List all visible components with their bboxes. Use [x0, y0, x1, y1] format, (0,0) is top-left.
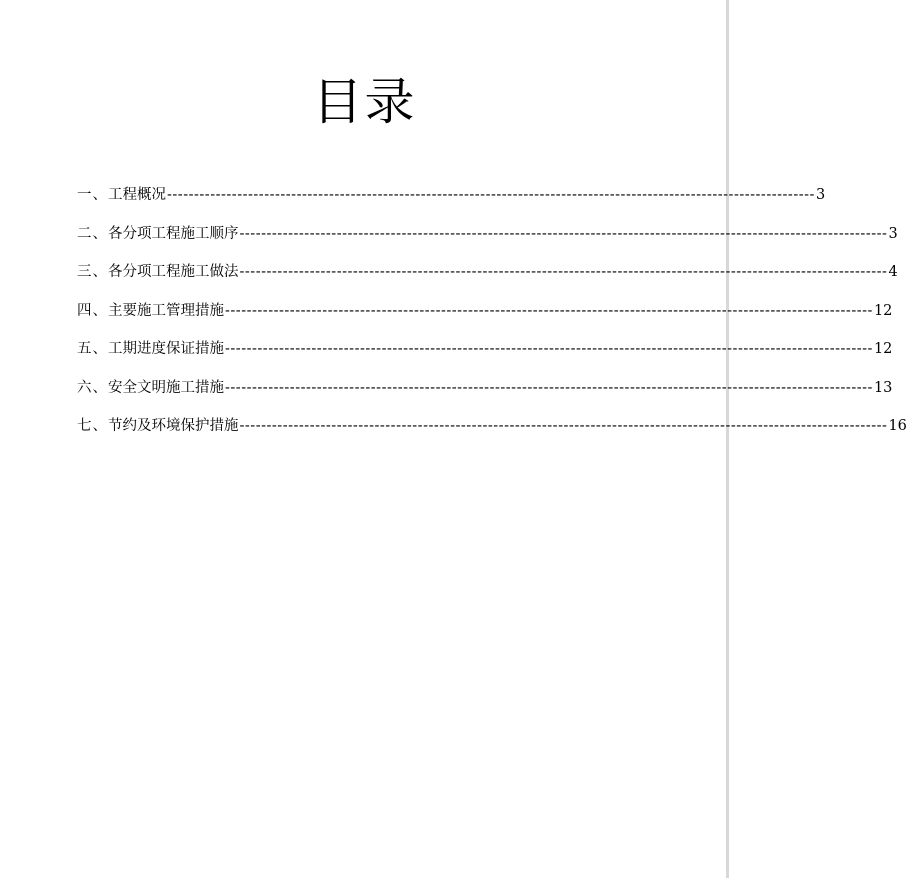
toc-dot-leader: ------------------------------------------------------------------------------------------------------------------------	[225, 379, 873, 396]
toc-entry-number: 五、	[77, 341, 108, 358]
toc-entry-page: 12	[873, 341, 893, 358]
toc-entry-number: 二、	[77, 225, 108, 242]
toc-dot-leader: ------------------------------------------------------------------------------------------------------------------------	[239, 418, 888, 435]
toc-entry[interactable]	[77, 369, 893, 408]
toc-entry-label: 主要施工管理措施	[108, 302, 224, 319]
toc-entry-label: 工期进度保证措施	[108, 341, 224, 358]
toc-entry[interactable]	[77, 292, 893, 331]
toc-entry-label: 工程概况	[108, 187, 166, 204]
toc-entry[interactable]	[77, 407, 907, 446]
toc-entry-number: 一、	[77, 187, 108, 204]
toc-entry-number: 四、	[77, 302, 108, 319]
toc-entry-page: 12	[873, 302, 893, 319]
toc-dot-leader: ------------------------------------------------------------------------------------------------------------------------	[239, 225, 888, 242]
toc-dot-leader: ------------------------------------------------------------------------------------------------------------------------	[225, 341, 873, 358]
toc-entry-label: 安全文明施工措施	[108, 379, 224, 396]
toc-entry[interactable]	[77, 215, 898, 254]
toc-entry-page: 3	[815, 187, 826, 204]
toc-dot-leader: ------------------------------------------------------------------------------------------------------------------------	[225, 302, 873, 319]
toc-entry-page: 16	[888, 418, 907, 435]
toc-entry-page: 13	[873, 379, 893, 396]
toc-dot-leader: ------------------------------------------------------------------------------------------------------------------------	[167, 187, 815, 204]
table-of-contents	[77, 176, 907, 446]
toc-entry-number: 六、	[77, 379, 108, 396]
toc-entry-page: 4	[888, 264, 898, 281]
toc-entry-number: 七、	[77, 418, 108, 435]
toc-entry[interactable]	[77, 253, 898, 292]
page-title: 目录	[312, 73, 417, 131]
toc-entry-label: 各分项工程施工做法	[108, 264, 239, 281]
toc-entry[interactable]	[77, 176, 826, 215]
toc-dot-leader: ------------------------------------------------------------------------------------------------------------------------	[239, 264, 888, 281]
toc-entry-page: 3	[888, 225, 898, 242]
toc-entry[interactable]	[77, 330, 893, 369]
toc-entry-label: 节约及环境保护措施	[108, 418, 239, 435]
toc-entry-number: 三、	[77, 264, 108, 281]
toc-entry-label: 各分项工程施工顺序	[108, 225, 239, 242]
